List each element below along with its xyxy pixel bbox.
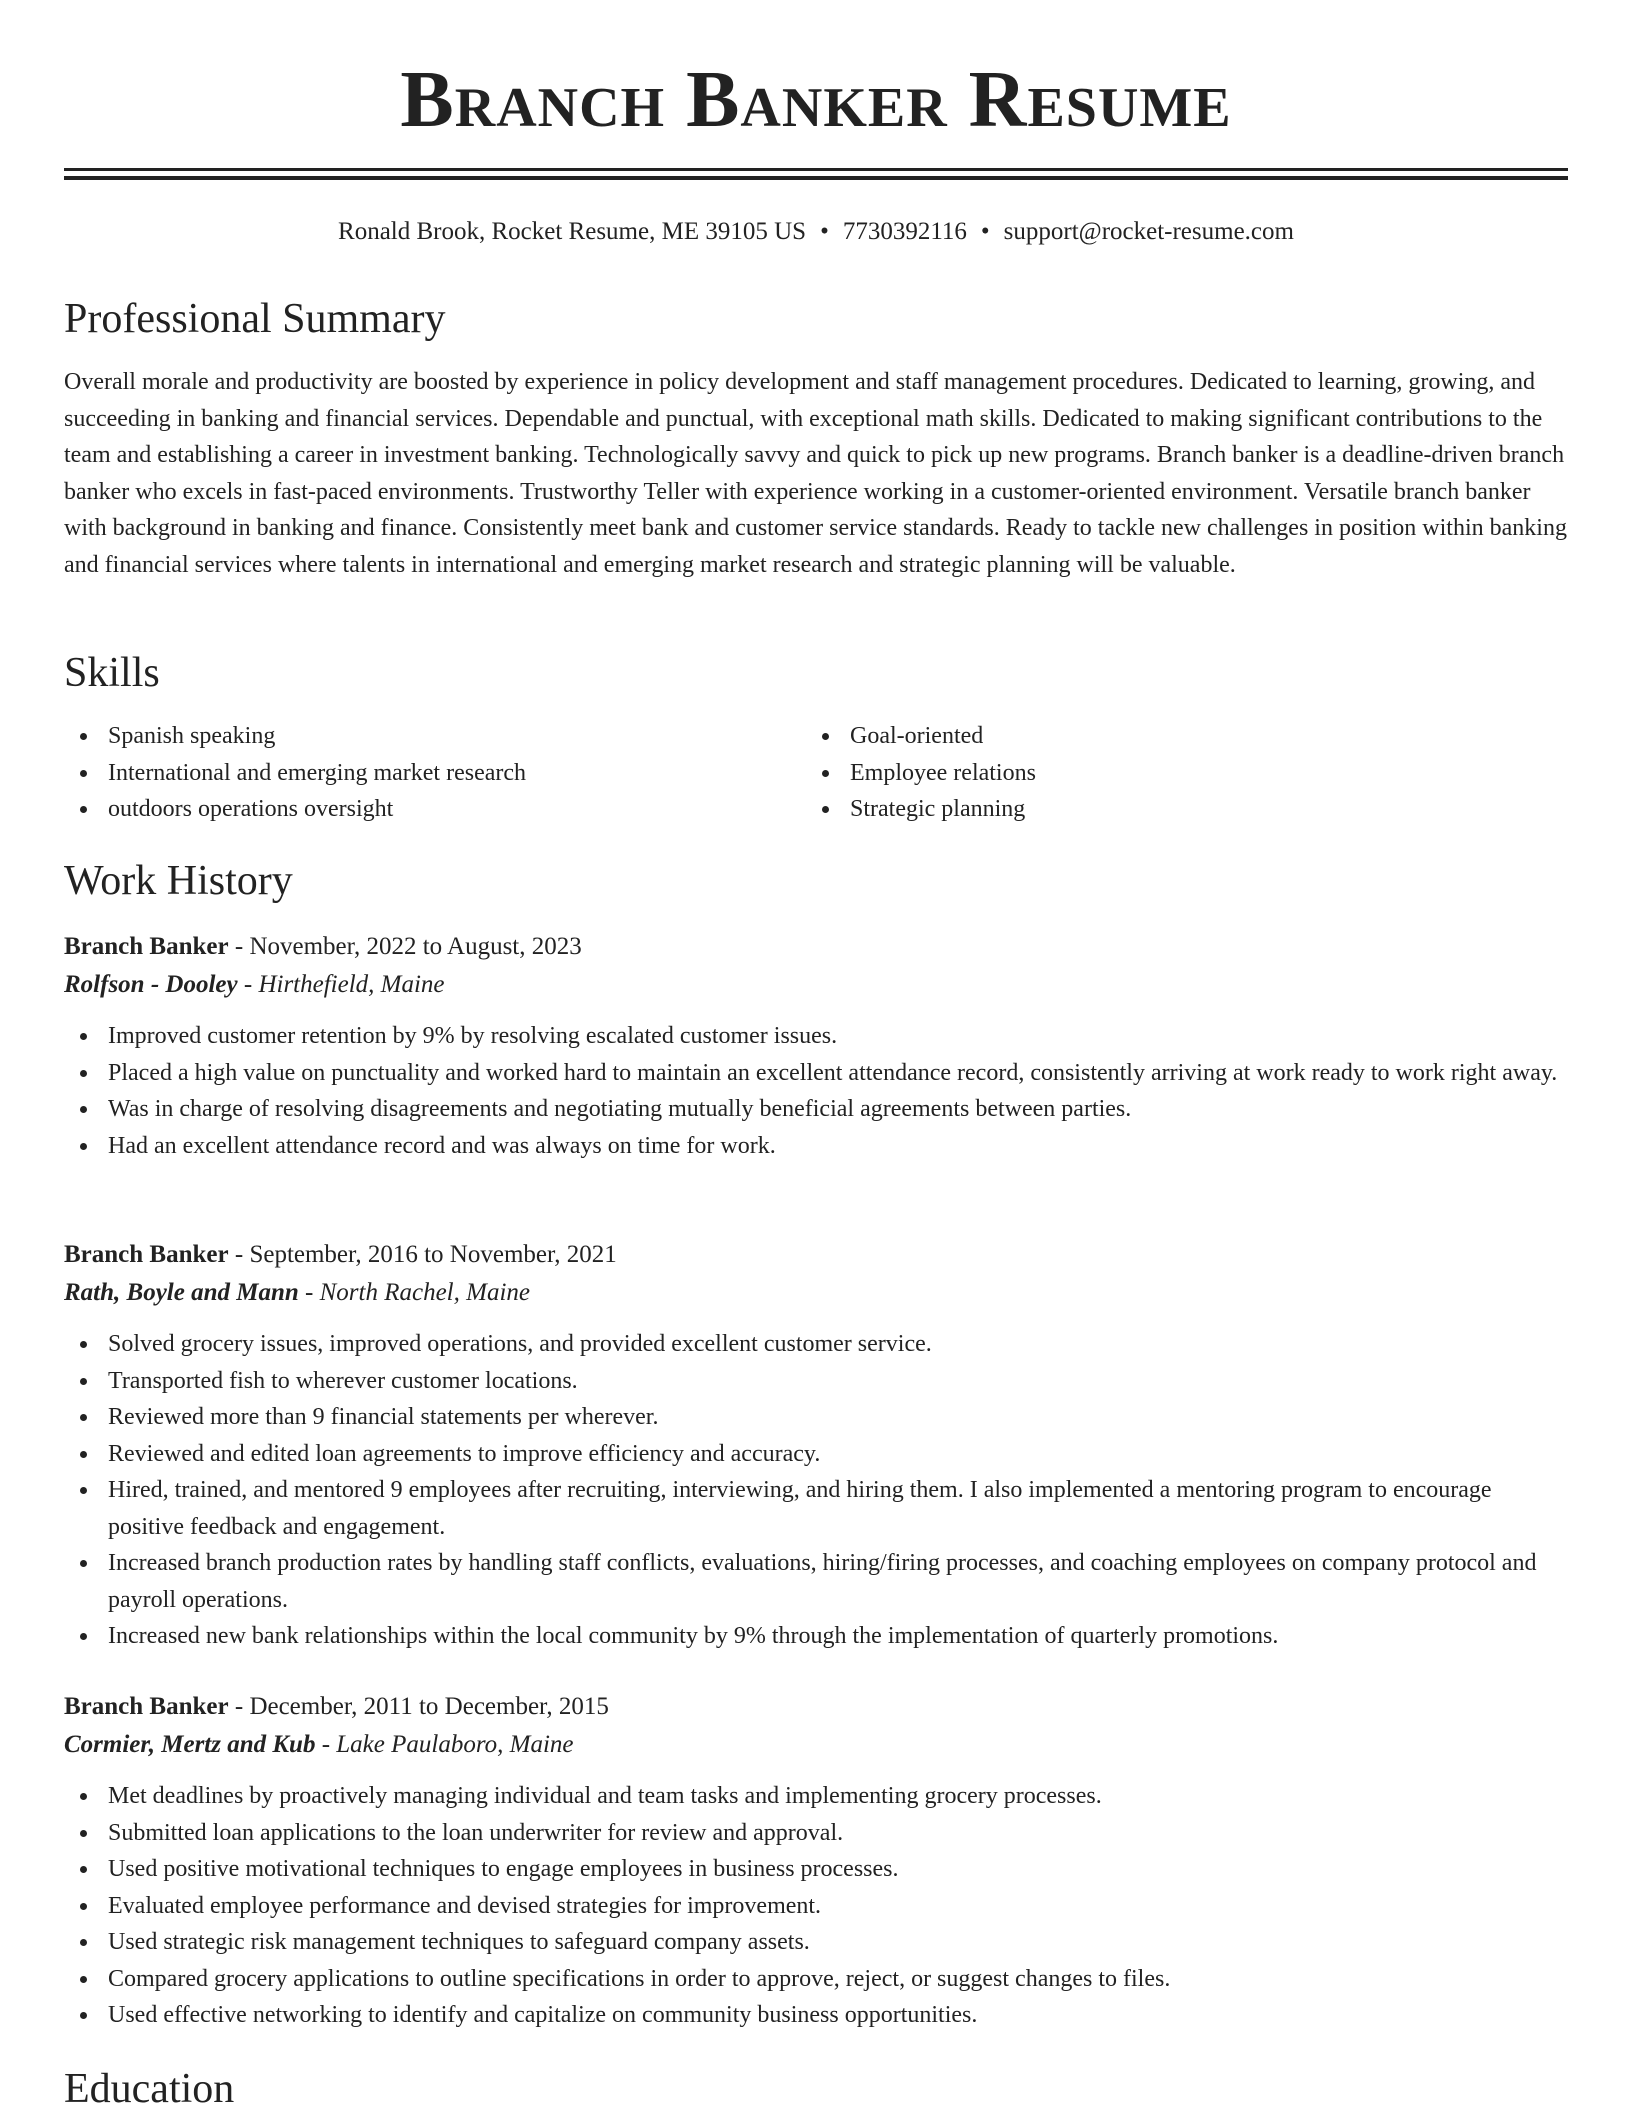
job-location: Lake Paulaboro, Maine	[336, 1731, 574, 1758]
job-entry	[64, 928, 1568, 1164]
job-company-line: Cormier, Mertz and Kub - Lake Paulaboro, Maine	[64, 1731, 574, 1758]
job-company: Cormier, Mertz and Kub	[64, 1731, 316, 1758]
job-bullet: Used effective networking to identify and capitalize on community business opportunities.	[64, 1997, 1568, 2034]
contact-separator: •	[980, 218, 990, 245]
job-bullet: Increased branch production rates by handling staff conflicts, evaluations, hiring/firing processes, and coaching employees on company protocol and payroll operations.	[64, 1545, 1568, 1618]
job-bullet: Evaluated employee performance and devised strategies for improvement.	[64, 1888, 1568, 1925]
job-header: Branch Banker - December, 2011 to December, 2015	[64, 1693, 609, 1720]
job-bullet: Reviewed more than 9 financial statements per wherever.	[64, 1399, 1568, 1436]
job-bullet: Met deadlines by proactively managing individual and team tasks and implementing grocery processes.	[64, 1778, 1568, 1815]
contact-email: support@rocket-resume.com	[1003, 218, 1294, 245]
contact-separator: •	[820, 218, 829, 245]
job-bullets	[64, 1018, 1568, 1164]
skill-item: Employee relations	[806, 755, 1506, 792]
summary-text: Overall morale and productivity are boosted by experience in policy development and staff management procedures. Dedicated to learning, growing, and succeeding in banking and financial services. Dependable and punctual, with exceptional math skills. Dedicated to making significant contributions to the team and establishing a career in investment banking. Technologically savvy and quick to pick up new programs. Branch banker is a deadline-driven branch banker who excels in fast-paced environments. Trustworthy Teller with experience working in a customer-oriented environment. Versatile branch banker with background in banking and finance. Consistently meet bank and customer service standards. Ready to tackle new challenges in position within banking and financial services where talents in international and emerging market research and strategic planning will be valuable.	[64, 369, 1567, 578]
job-bullet: Placed a high value on punctuality and worked hard to maintain an excellent attendance record, consistently arriving at work ready to work right away.	[64, 1055, 1568, 1092]
skills-list-right	[806, 718, 1506, 828]
work-history-heading: Work History	[64, 858, 293, 904]
job-title: Branch Banker	[64, 933, 229, 960]
skills-list-left	[64, 718, 764, 828]
resume-page	[64, 0, 1568, 2112]
job-bullet: Transported fish to wherever customer locations.	[64, 1363, 1568, 1400]
job-header: Branch Banker - September, 2016 to November, 2021	[64, 1241, 617, 1268]
job-dates: November, 2022 to August, 2023	[249, 933, 582, 960]
contact-line	[64, 214, 1568, 250]
skill-item: Strategic planning	[806, 791, 1506, 828]
job-bullet: Improved customer retention by 9% by resolving escalated customer issues.	[64, 1018, 1568, 1055]
summary-heading: Professional Summary	[64, 296, 446, 342]
job-location: North Rachel, Maine	[319, 1279, 530, 1306]
job-company: Rath, Boyle and Mann	[64, 1279, 299, 1306]
job-entry	[64, 1236, 1568, 1655]
job-bullet: Reviewed and edited loan agreements to improve efficiency and accuracy.	[64, 1436, 1568, 1473]
job-bullet: Used strategic risk management techniques to safeguard company assets.	[64, 1924, 1568, 1961]
education-heading: Education	[64, 2066, 235, 2112]
contact-address: Ronald Brook, Rocket Resume, ME 39105 US	[338, 218, 807, 245]
title-divider-top	[64, 168, 1568, 171]
job-bullets	[64, 1778, 1568, 2034]
skill-item: International and emerging market research	[64, 755, 764, 792]
job-entry	[64, 1688, 1568, 2034]
job-header: Branch Banker - November, 2022 to August, 2023	[64, 933, 582, 960]
skill-item: outdoors operations oversight	[64, 791, 764, 828]
job-dates: December, 2011 to December, 2015	[249, 1693, 609, 1720]
resume-title: Branch Banker Resume	[400, 56, 1232, 144]
skill-item: Goal-oriented	[806, 718, 1506, 755]
skills-heading: Skills	[64, 650, 160, 696]
job-company: Rolfson - Dooley	[64, 971, 238, 998]
job-bullet: Increased new bank relationships within the local community by 9% through the implementation of quarterly promotions.	[64, 1618, 1568, 1655]
skill-item: Spanish speaking	[64, 718, 764, 755]
job-company-line: Rath, Boyle and Mann - North Rachel, Maine	[64, 1279, 530, 1306]
job-bullet: Used positive motivational techniques to engage employees in business processes.	[64, 1851, 1568, 1888]
job-bullet: Hired, trained, and mentored 9 employees after recruiting, interviewing, and hiring them. I also implemented a mentoring program to encourage positive feedback and engagement.	[64, 1472, 1568, 1545]
job-company-line: Rolfson - Dooley - Hirthefield, Maine	[64, 971, 445, 998]
contact-phone: 7730392116	[842, 218, 967, 245]
job-bullet: Submitted loan applications to the loan underwriter for review and approval.	[64, 1815, 1568, 1852]
job-location: Hirthefield, Maine	[258, 971, 445, 998]
title-divider-bottom	[64, 176, 1568, 180]
job-bullet: Solved grocery issues, improved operations, and provided excellent customer service.	[64, 1326, 1568, 1363]
job-title: Branch Banker	[64, 1693, 229, 1720]
job-bullet: Was in charge of resolving disagreements and negotiating mutually beneficial agreements between parties.	[64, 1091, 1568, 1128]
job-bullets	[64, 1326, 1568, 1655]
job-dates: September, 2016 to November, 2021	[249, 1241, 617, 1268]
job-title: Branch Banker	[64, 1241, 229, 1268]
job-bullet: Had an excellent attendance record and was always on time for work.	[64, 1128, 1568, 1165]
job-bullet: Compared grocery applications to outline specifications in order to approve, reject, or suggest changes to files.	[64, 1961, 1568, 1998]
